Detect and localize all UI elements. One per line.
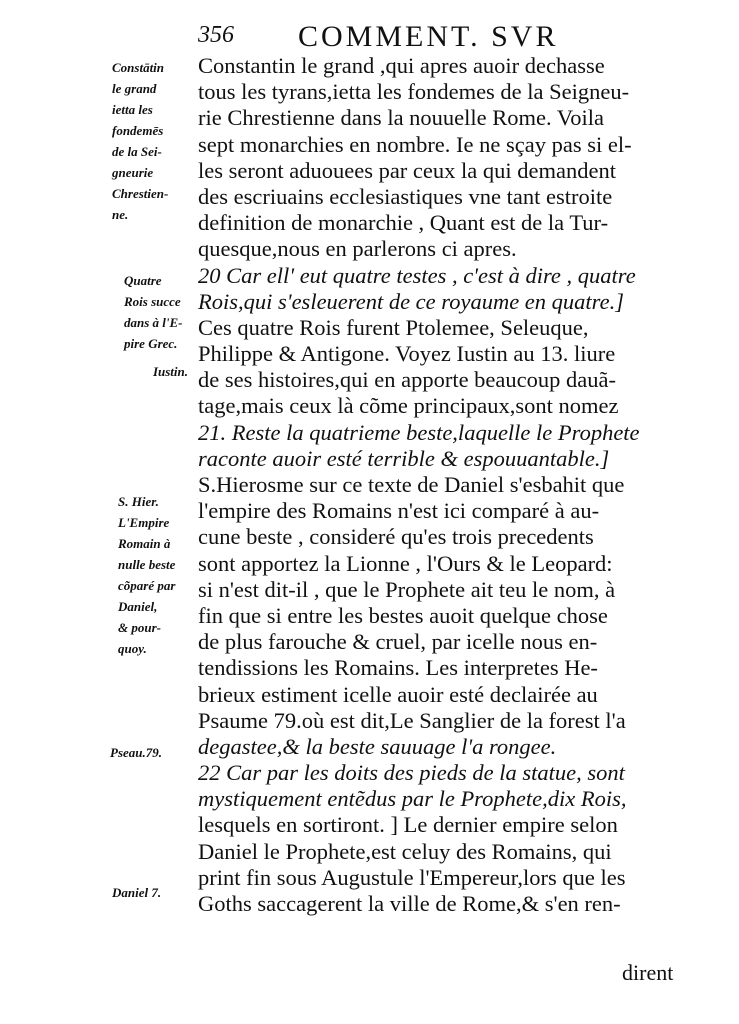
margin-note-quatre-rois (124, 270, 183, 354)
main-text-column (198, 53, 668, 917)
text-line: les seront aduouees par ceux la qui demandent (198, 157, 616, 183)
margin-note-line: Pseau.79. (110, 745, 162, 760)
text-line: raconte auoir esté terrible & espouuantable.] (198, 445, 610, 471)
text-line: mystiquement entẽdus par le Prophete,dix Rois, (198, 786, 627, 812)
text-line: cune beste , consideré qu'es trois precedents (198, 524, 594, 550)
margin-note-line: dans à l'E- (124, 315, 183, 330)
margin-note-line: & pour- (118, 620, 161, 635)
running-title: COMMENT. SVR (298, 20, 559, 53)
text-line: si n'est dit-il , que le Prophete ait teu le nom, à (198, 576, 616, 602)
text-line: 22 Car par les doits des pieds de la statue, sont (198, 760, 625, 786)
text-line: tage,mais ceux là cõme principaux,sont nomez (198, 393, 619, 419)
text-line: lesquels en sortiront. ] Le dernier empire selon (198, 812, 618, 838)
margin-note-constantin (112, 57, 168, 225)
text-line: Daniel le Prophete,est celuy des Romains, qui (198, 838, 612, 864)
text-line: degastee,& la beste sauuage l'a rongee. (198, 733, 557, 759)
text-line: tous les tyrans,ietta les fondemes de la Seigneu- (198, 79, 630, 105)
text-line: Philippe & Antigone. Voyez Iustin au 13. liure (198, 341, 616, 367)
margin-note-line: de la Sei- (112, 144, 162, 159)
margin-note-line: ne. (112, 207, 129, 222)
text-line: 20 Car ell' eut quatre testes , c'est à dire , quatre (198, 262, 636, 288)
text-line: rie Chrestienne dans la nouuelle Rome. Voila (198, 105, 604, 131)
margin-note-line: cõparé par (118, 578, 176, 593)
text-line: sept monarchies en nombre. Ie ne sçay pas si el- (198, 131, 632, 157)
text-line: print fin sous Augustule l'Empereur,lors que les (198, 864, 626, 890)
text-line: Goths saccagerent la ville de Rome,& s'en ren- (198, 891, 621, 916)
margin-note-line: Constātin (112, 60, 165, 75)
margin-note-line: Quatre (124, 273, 162, 288)
margin-note-line: ietta les (112, 102, 153, 117)
text-line: tendissions les Romains. Les interpretes He- (198, 655, 598, 681)
margin-note-line: fondemēs (112, 123, 164, 138)
text-line: S.Hierosme sur ce texte de Daniel s'esbahit que (198, 472, 625, 497)
text-line: brieux estiment icelle auoir esté declairée au (198, 681, 598, 707)
text-line: des escriuains ecclesiastiques vne tant estroite (198, 183, 613, 209)
text-line: Constantin le grand ,qui apres auoir dechasse (198, 53, 605, 78)
text-line: definition de monarchie , Quant est de la Tur- (198, 210, 609, 236)
text-line: 21. Reste la quatrieme beste,laquelle le Prophete (198, 419, 640, 445)
margin-note-line: gneurie (112, 165, 154, 180)
text-line: quesque,nous en parlerons ci apres. (198, 236, 517, 262)
margin-note-line: Rois succe (124, 294, 181, 309)
margin-note-line: Daniel 7. (112, 885, 162, 900)
text-line: de ses histoires,qui en apporte beaucoup dauã- (198, 367, 616, 393)
text-line: fin que si entre les bestes auoit quelque chose (198, 602, 608, 628)
margin-note-iustin (128, 361, 188, 382)
text-line: l'empire des Romains n'est ici comparé à au- (198, 498, 600, 524)
text-line: Psaume 79.où est dit,Le Sanglier de la forest l'a (198, 707, 626, 733)
text-line: sont apportez la Lionne , l'Ours & le Leopard: (198, 550, 613, 576)
margin-note-line: quoy. (118, 641, 147, 656)
margin-note-daniel (112, 882, 161, 903)
margin-note-line: Daniel, (118, 599, 158, 614)
margin-note-line: nulle beste (118, 557, 176, 572)
margin-note-line: Romain à (118, 536, 171, 551)
catchword: dirent (622, 960, 674, 985)
text-line: Rois,qui s'esleuerent de ce royaume en quatre.] (198, 288, 624, 314)
page-header (0, 20, 739, 54)
margin-note-line: Chrestien- (112, 186, 169, 201)
margin-note-pseaume (110, 742, 162, 763)
page-number: 356 (198, 22, 234, 48)
text-line: Ces quatre Rois furent Ptolemee, Seleuque, (198, 314, 589, 340)
margin-note-s-hierosme (118, 491, 175, 659)
margin-note-line: le grand (112, 81, 157, 96)
text-line: de plus farouche & cruel, par icelle nous en- (198, 629, 598, 655)
margin-note-line: S. Hier. (118, 494, 159, 509)
margin-note-line: pire Grec. (124, 336, 178, 351)
margin-note-line: Iustin. (152, 364, 188, 379)
margin-note-line: L'Empire (118, 515, 170, 530)
